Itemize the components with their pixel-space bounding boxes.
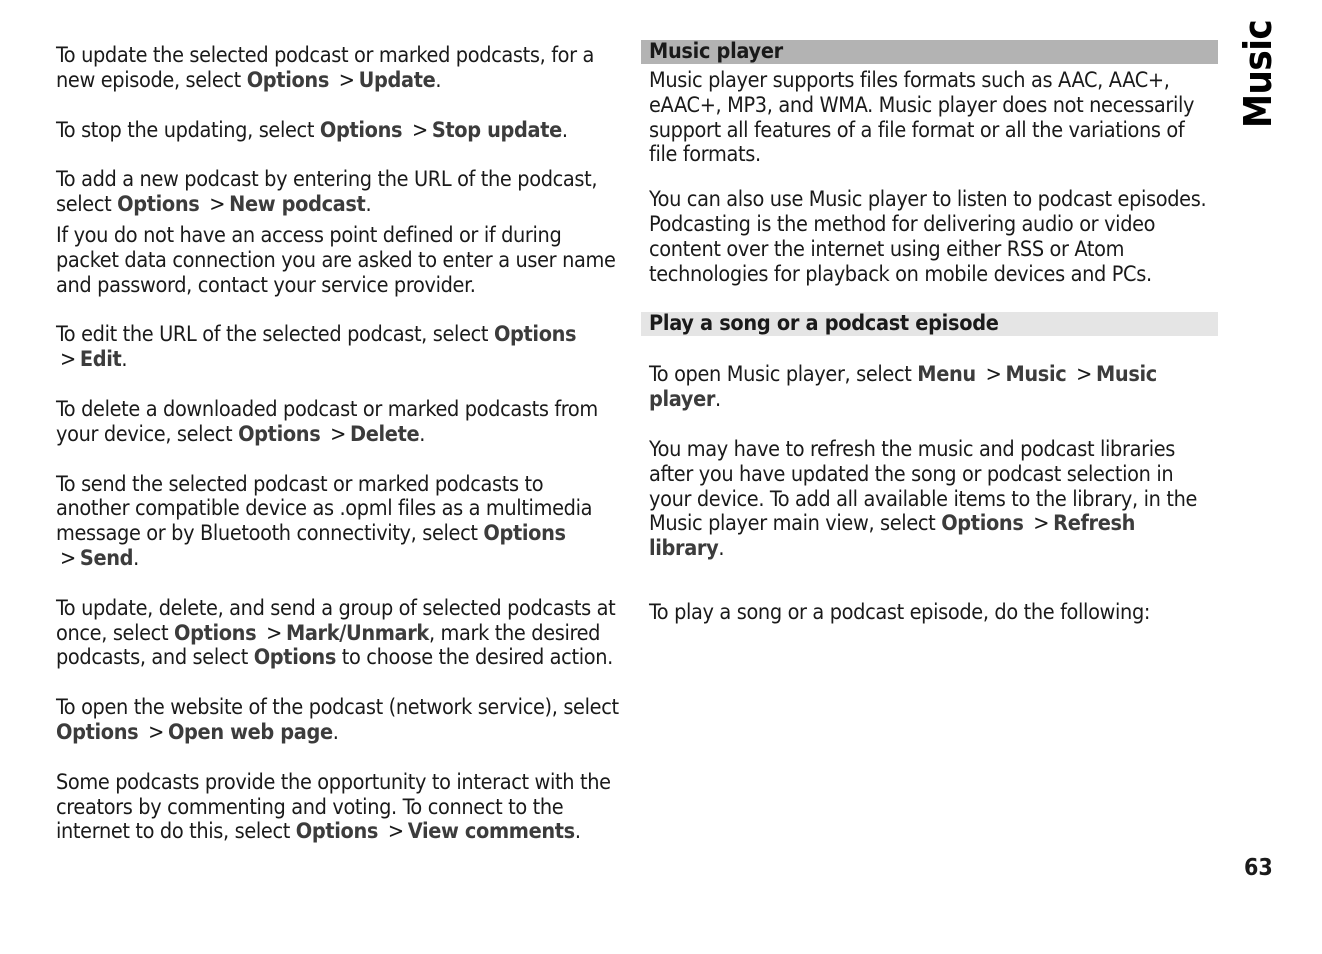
left-column [56, 44, 622, 845]
options-command: Options [173, 620, 257, 646]
send-command: Send [79, 545, 134, 571]
options-command: Options [319, 117, 403, 143]
options-command: Options [238, 421, 321, 447]
options-command: Options [493, 322, 577, 348]
menu-separator: > [1076, 362, 1093, 388]
menu-separator: > [148, 719, 164, 745]
menu-separator: > [60, 347, 76, 373]
delete-command: Delete [350, 421, 420, 447]
menu-separator: > [411, 117, 428, 143]
stop-update-command: Stop update [431, 117, 562, 143]
access-point-note: If you do not have an access point defined or if during packet data connection you are asked to enter a user name and password, contact your service provider. [56, 222, 616, 298]
formats-paragraph: Music player supports files formats such as AAC, AAC+, eAAC+, MP3, and WMA. Music player does not necessarily support all features of a file format or all the variations of file formats. [649, 68, 1195, 168]
side-section-title: Music [1236, 19, 1280, 128]
group-action-instruction: To update, delete, and send a group of selected podcasts at once, select Options > Mark/Unmark, mark the desired podcasts, and select Options to choose the desired action. [56, 595, 616, 671]
open-music-player-instruction: To open Music player, select Menu > Music > Music player. [649, 362, 1157, 413]
send-instruction: To send the selected podcast or marked podcasts to another compatible device as .opml files as a multimedia message or by Bluetooth connectivity, select Options > Send. [56, 471, 593, 571]
menu-separator: > [1033, 511, 1050, 537]
menu-separator: > [60, 545, 76, 571]
play-song-instruction: To play a song or a podcast episode, do the following: [649, 599, 1151, 625]
menu-command: Menu [917, 362, 976, 388]
new-podcast-command: New podcast [229, 192, 366, 218]
update-command: Update [358, 67, 436, 93]
section-heading-music-player: Music player [641, 40, 1218, 64]
stop-update-instruction: To stop the updating, select Options > Stop update. [56, 117, 568, 143]
page-number: 63 [1244, 855, 1273, 881]
refresh-library-instruction: You may have to refresh the music and podcast libraries after you have updated the song or podcast selection in your device. To add all available items to the library, in the Music player main view, select Options > Refresh library. [649, 436, 1198, 562]
menu-separator: > [985, 362, 1002, 388]
options-command: Options [246, 67, 329, 93]
open-website-instruction: To open the website of the podcast (network service), select Options > Open web page. [56, 695, 619, 745]
edit-command: Edit [79, 347, 122, 373]
mark-unmark-command: Mark/Unmark [285, 620, 429, 646]
options-command: Options [56, 719, 139, 745]
music-player-command: Music player [649, 362, 1157, 413]
options-command: Options [117, 192, 200, 218]
menu-separator: > [387, 819, 404, 845]
options-command: Options [941, 511, 1024, 537]
right-column [641, 40, 1218, 626]
open-web-page-command: Open web page [167, 719, 333, 745]
podcasts-paragraph: You can also use Music player to listen to podcast episodes. Podcasting is the method for delivering audio or video content over the internet using either RSS or Atom technologies for playback on mobile devices and PCs. [649, 187, 1207, 287]
section-heading-play-song: Play a song or a podcast episode [641, 312, 1218, 336]
options-command: Options [483, 521, 566, 547]
delete-instruction: To delete a downloaded podcast or marked podcasts from your device, select Options > Delete. [56, 396, 598, 447]
options-command: Options [295, 819, 379, 845]
music-command: Music [1005, 362, 1067, 388]
view-comments-instruction: Some podcasts provide the opportunity to interact with the creators by commenting and voting. To connect to the internet to do this, select Options > View comments. [56, 769, 611, 845]
new-podcast-instruction: To add a new podcast by entering the URL of the podcast, select Options > New podcast. [56, 167, 598, 218]
menu-separator: > [338, 67, 355, 93]
options-command: Options [253, 645, 337, 671]
update-instruction: To update the selected podcast or marked podcasts, for a new episode, select Options > Update. [56, 43, 595, 93]
menu-separator: > [266, 620, 282, 646]
refresh-library-command: Refresh library [649, 511, 1136, 562]
edit-instruction: To edit the URL of the selected podcast, select Options > Edit. [56, 322, 577, 373]
menu-separator: > [330, 421, 347, 447]
view-comments-command: View comments [407, 819, 575, 845]
menu-separator: > [209, 192, 226, 218]
